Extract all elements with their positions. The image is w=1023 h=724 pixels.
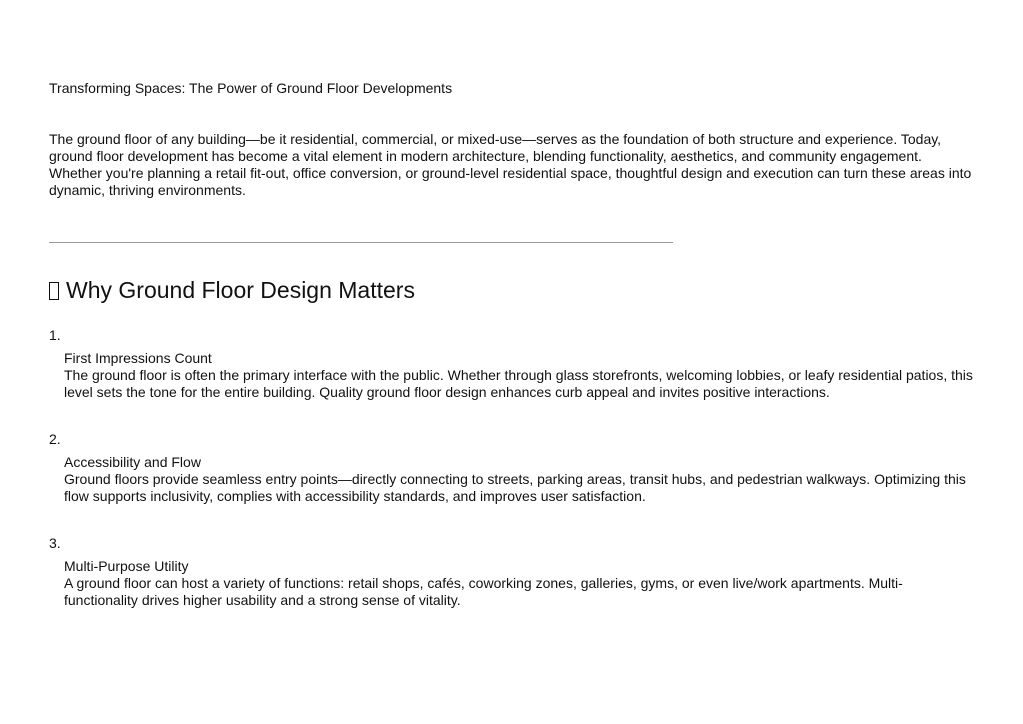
document-title: Transforming Spaces: The Power of Ground Floor Developments <box>49 80 453 96</box>
list-item-number: 1. <box>49 327 61 343</box>
intro-paragraph: The ground floor of any building—be it residential, commercial, or mixed-use—serves as the foundation of both structure and experience. Today, ground floor development has become a vital element in modern architecture, blending functionality, aesthetics, and community engagement. Whether you're planning a retail fit-out, office conversion, or ground-level residential space, thoughtful design and execution can turn these areas into dynamic, thriving environments. <box>49 131 972 198</box>
list-item-body <box>64 558 976 609</box>
list-item-number: 3. <box>49 535 61 551</box>
list-item-body <box>64 454 976 505</box>
list-item-title: Multi-Purpose Utility <box>64 558 189 574</box>
list-item-text: The ground floor is often the primary interface with the public. Whether through glass storefronts, welcoming lobbies, or leafy residential patios, this level sets the tone for the entire building. Quality ground floor design enhances curb appeal and invites positive interactions. <box>64 367 973 400</box>
list-item-body <box>64 350 976 401</box>
list-item-title: Accessibility and Flow <box>64 454 201 470</box>
section-heading-text: Why Ground Floor Design Matters <box>66 277 415 303</box>
section-heading <box>49 276 415 304</box>
missing-glyph-icon <box>49 282 59 300</box>
list-item-number: 2. <box>49 431 61 447</box>
list-item-text: A ground floor can host a variety of functions: retail shops, cafés, coworking zones, galleries, gyms, or even live/work apartments. Multi-functionality drives higher usability and a strong sense of vitality. <box>64 575 903 608</box>
horizontal-divider <box>49 242 673 243</box>
list-item-title: First Impressions Count <box>64 350 212 366</box>
list-item-text: Ground floors provide seamless entry points—directly connecting to streets, parking areas, transit hubs, and pedestrian walkways. Optimizing this flow supports inclusivity, complies with accessibility standards, and improves user satisfaction. <box>64 471 966 504</box>
